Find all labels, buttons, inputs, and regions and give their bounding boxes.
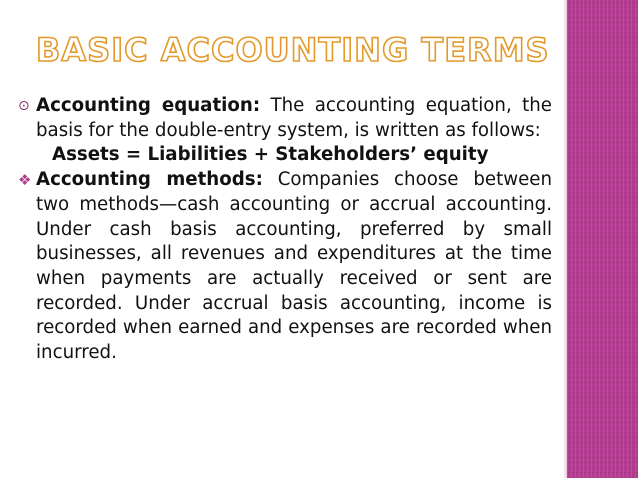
equation-line: Assets = Liabilities + Stakeholders’ equity <box>52 144 489 166</box>
list-item-accounting-equation <box>18 94 552 143</box>
decorative-sidebar <box>567 0 638 478</box>
slide-body <box>18 94 552 366</box>
diamond-cluster-icon: ❖ <box>18 171 32 190</box>
list-item-accounting-methods <box>18 168 552 366</box>
circled-dot-icon: ⊙ <box>18 98 30 114</box>
term-description: The accounting equation, the basis for the double-entry system, is written as follows: <box>36 95 552 141</box>
term-label: Accounting equation: <box>36 95 261 116</box>
term-label: Accounting methods: <box>36 169 263 191</box>
term-description: Companies choose between two methods—cash accounting or accrual accounting. Under cash basis accounting, preferred by small businesses, all revenues and expenditures at the time when payments are actually received or sent are recorded. Under accrual basis accounting, income is recorded when earned and expenses are recorded when incurred. <box>36 169 552 364</box>
page-title: BASIC ACCOUNTING TERMS <box>36 31 550 69</box>
